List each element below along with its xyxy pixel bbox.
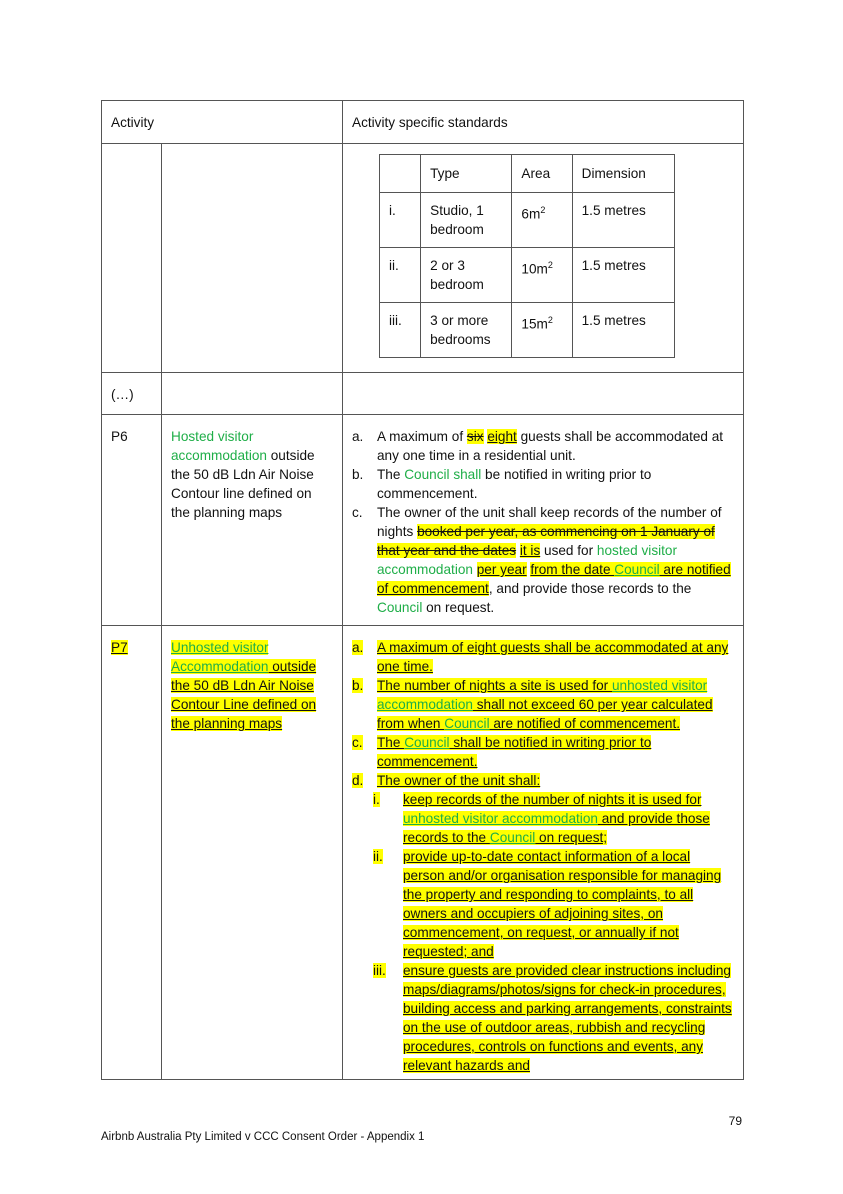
rule-row-p7 — [102, 626, 744, 1080]
col-area: Area — [512, 155, 572, 193]
list-item: i. keep records of the number of nights it is used for unhosted visitor accommodation and provide those records to the Council on request; — [373, 792, 710, 845]
activity-standards-table — [101, 100, 744, 1080]
table-row: iii. 3 or more bedrooms $15m^2$ 1.5 metres — [380, 303, 675, 358]
rule-code: P6 — [111, 429, 128, 444]
list-item: c. The Council shall be notified in writing prior to commencement. — [352, 735, 652, 769]
list-item: a. A maximum of eight guests shall be accommodated at any one time. — [352, 640, 729, 674]
list-item: b. The Council shall be notified in writing prior to commencement. — [352, 467, 652, 501]
rule-activity: Hosted visitor accommodation outside the 50 dB Ldn Air Noise Contour line defined on the planning maps — [171, 429, 315, 520]
table-row: ii. 2 or 3 bedroom $10m^2$ 1.5 metres — [380, 248, 675, 303]
rule-row-p6 — [102, 415, 744, 626]
list-item: a. A maximum of six eight guests shall be accommodated at any one time in a residential unit. — [352, 429, 724, 463]
footer-text: Airbnb Australia Pty Limited v CCC Consent Order - Appendix 1 — [101, 1131, 425, 1143]
rule-standards — [343, 626, 743, 1079]
header-standards: Activity specific standards — [352, 115, 508, 130]
list-item: iii. ensure guests are provided clear instructions including maps/diagrams/photos/signs for check-in procedures, building access and parking arrangements, constraints on the use of outdoor areas, rubbish and recycling procedures, controls on functions and events, any relevant hazards and — [373, 963, 732, 1073]
list-item: d. The owner of the unit shall: i. keep records of the number of nights it is used for unhosted visitor accommodation and provide those records to the Council on request; ii. provide up-to-date contact information of a local person and/or organisation responsible for managing the property and responding to complaints, to all owners and occupiers of adjoining sites, on commencement, on request, or annually if not requested; and iii. ensure guests are provided clear instructions including maps/diagrams/photos/signs for check-in procedures, building access and parking arrangements, constraints on the use of outdoor areas, rubbish and recycling procedures, controls on functions and events, any relevant hazards and — [352, 773, 732, 1073]
page-number: 79 — [728, 1114, 742, 1128]
list-item: c. The owner of the unit shall keep records of the number of nights booked per year, as commencing on 1 January of that year and the dates it is used for hosted visitor accommodation per year from the date Council are notified of commencement, and provide those records to the Council on request. — [352, 505, 731, 615]
rule-standards — [343, 415, 743, 625]
table-row: i. Studio, 1 bedroom $6m^2$ 1.5 metres — [380, 193, 675, 248]
table-header-row — [102, 101, 744, 144]
table-row — [102, 144, 744, 373]
col-dimension: Dimension — [572, 155, 674, 193]
header-activity: Activity — [111, 115, 155, 130]
rule-activity: Unhosted visitor Accommodation outside the 50 dB Ldn Air Noise Contour Line defined on the planning maps — [171, 640, 317, 731]
list-item: b. The number of nights a site is used for unhosted visitor accommodation shall not exceed 60 per year calculated from when Council are notified of commencement. — [352, 678, 713, 731]
col-type: Type — [421, 155, 512, 193]
list-item: ii. provide up-to-date contact information of a local person and/or organisation responsible for managing the property and responding to complaints, to all owners and occupiers of adjoining sites, on commencement, on request, or annually if not requested; and — [373, 849, 722, 959]
ellipsis-row: (…) — [102, 373, 744, 415]
rule-code: P7 — [111, 640, 128, 655]
space-dimension-table — [379, 154, 675, 358]
space-table-header — [380, 155, 675, 193]
